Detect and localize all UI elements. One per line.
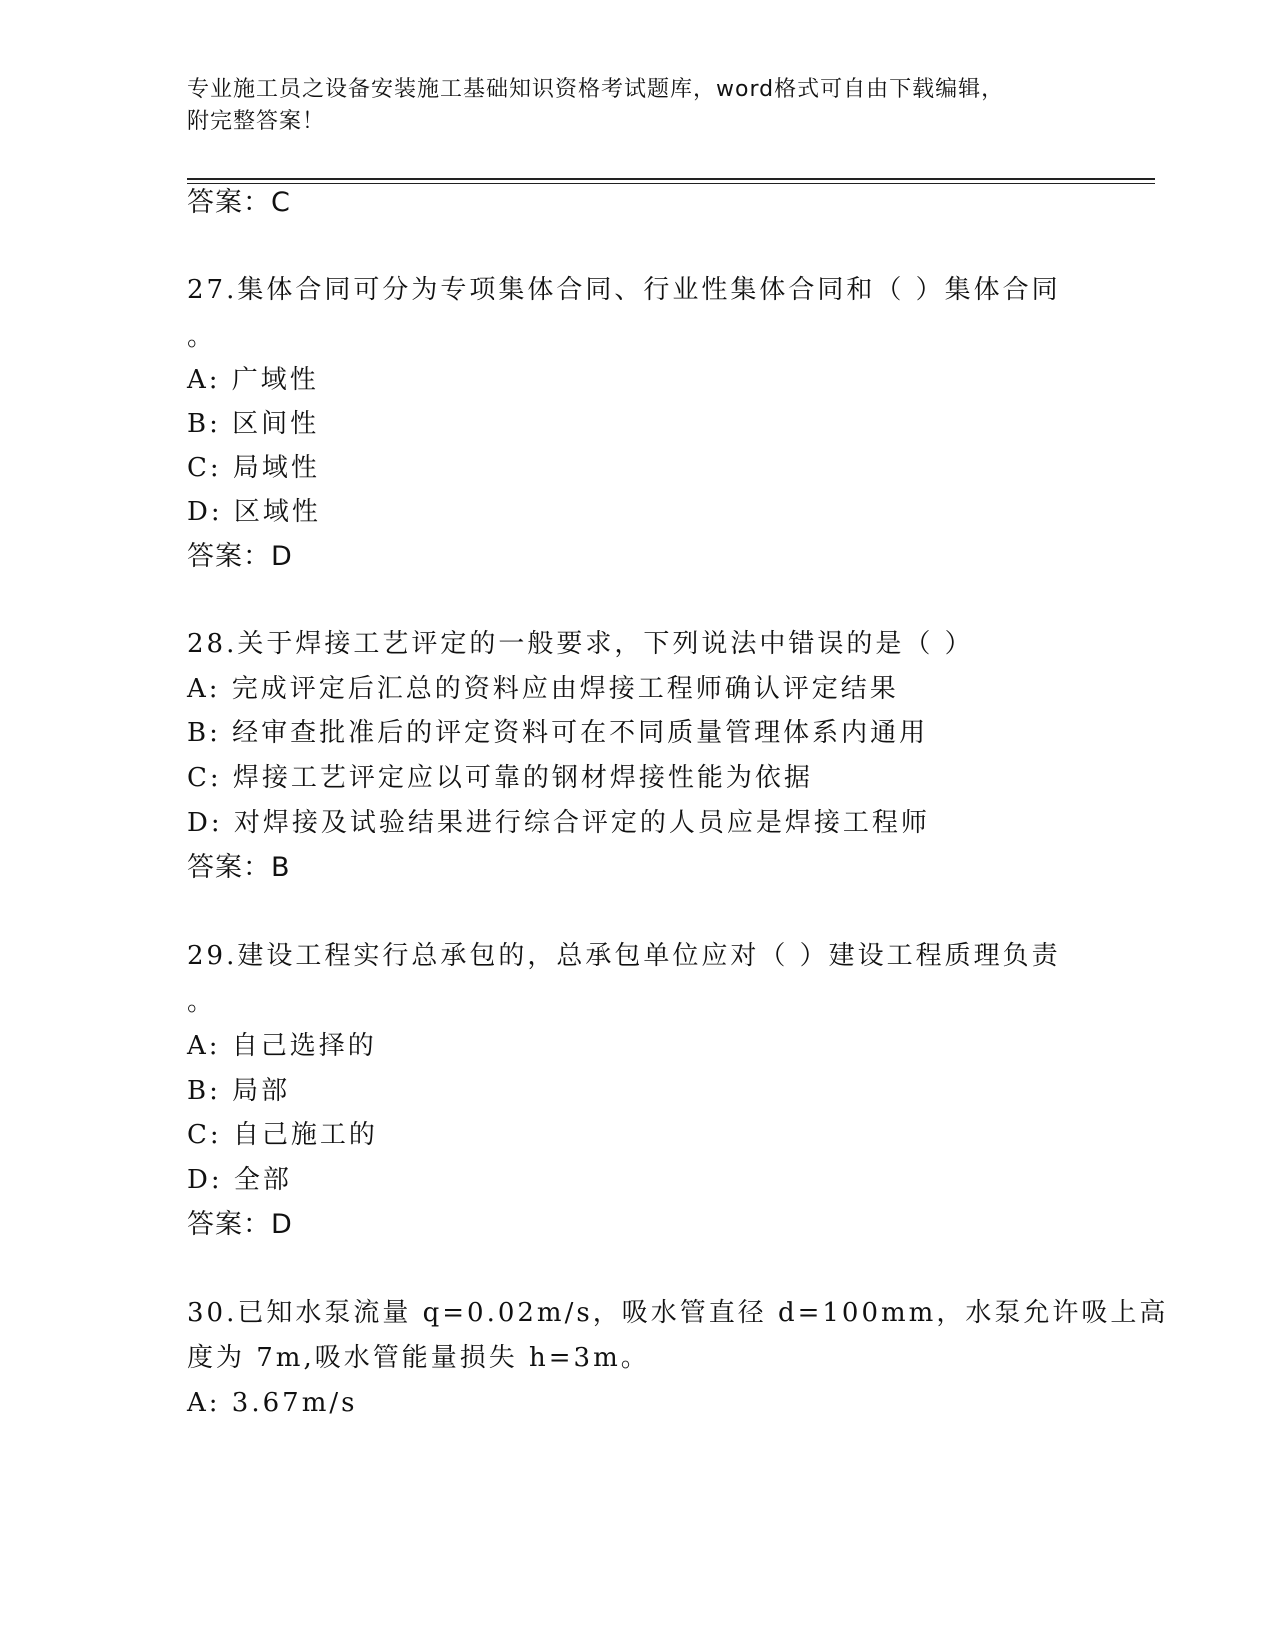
q28-option-b: B: 经审查批准后的评定资料可在不同质量管理体系内通用 [187,718,929,748]
document-header [187,74,1087,138]
q30-option-a: A: 3.67m/s [187,1388,358,1418]
q27-stem-line-2: 。 [187,322,217,352]
q29-option-b: B: 局部 [187,1076,291,1106]
header-divider-thin [187,183,1155,184]
header-divider-thick [187,178,1155,180]
q27-option-b: B: 区间性 [187,409,320,439]
q29-option-a: A: 自己选择的 [187,1031,377,1061]
header-line-1: 专业施工员之设备安装施工基础知识资格考试题库，word格式可自由下载编辑， [187,77,1005,102]
q30-stem-line-2: 度为 7m,吸水管能量损失 h=3m。 [187,1343,650,1373]
q30-stem-line-1: 30.已知水泵流量 q=0.02m/s，吸水管直径 d=100mm，水泵允许吸上高 [187,1298,1169,1328]
q28-stem-line-1: 28.关于焊接工艺评定的一般要求，下列说法中错误的是（ ） [187,629,974,659]
q27-answer: 答案：D [187,541,293,572]
q29-option-d: D: 全部 [187,1165,292,1195]
q27-stem-line-1: 27.集体合同可分为专项集体合同、行业性集体合同和（ ）集体合同 [187,275,1061,305]
header-line-2: 附完整答案！ [187,109,326,134]
q28-option-d: D: 对焊接及试验结果进行综合评定的人员应是焊接工程师 [187,808,930,838]
q28-option-a: A: 完成评定后汇总的资料应由焊接工程师确认评定结果 [187,674,899,704]
q29-answer: 答案：D [187,1209,293,1240]
q28-option-c: C: 焊接工艺评定应以可靠的钢材焊接性能为依据 [187,763,813,793]
q29-option-c: C: 自己施工的 [187,1120,378,1150]
q27-option-c: C: 局域性 [187,453,320,483]
q27-option-d: D: 区域性 [187,497,321,527]
answer-prev: 答案：C [187,187,291,218]
q27-option-a: A: 广域性 [187,365,319,395]
q29-stem-line-2: 。 [187,987,217,1017]
q29-stem-line-1: 29.建设工程实行总承包的，总承包单位应对（ ）建设工程质理负责 [187,941,1061,971]
q28-answer: 答案：B [187,852,291,883]
